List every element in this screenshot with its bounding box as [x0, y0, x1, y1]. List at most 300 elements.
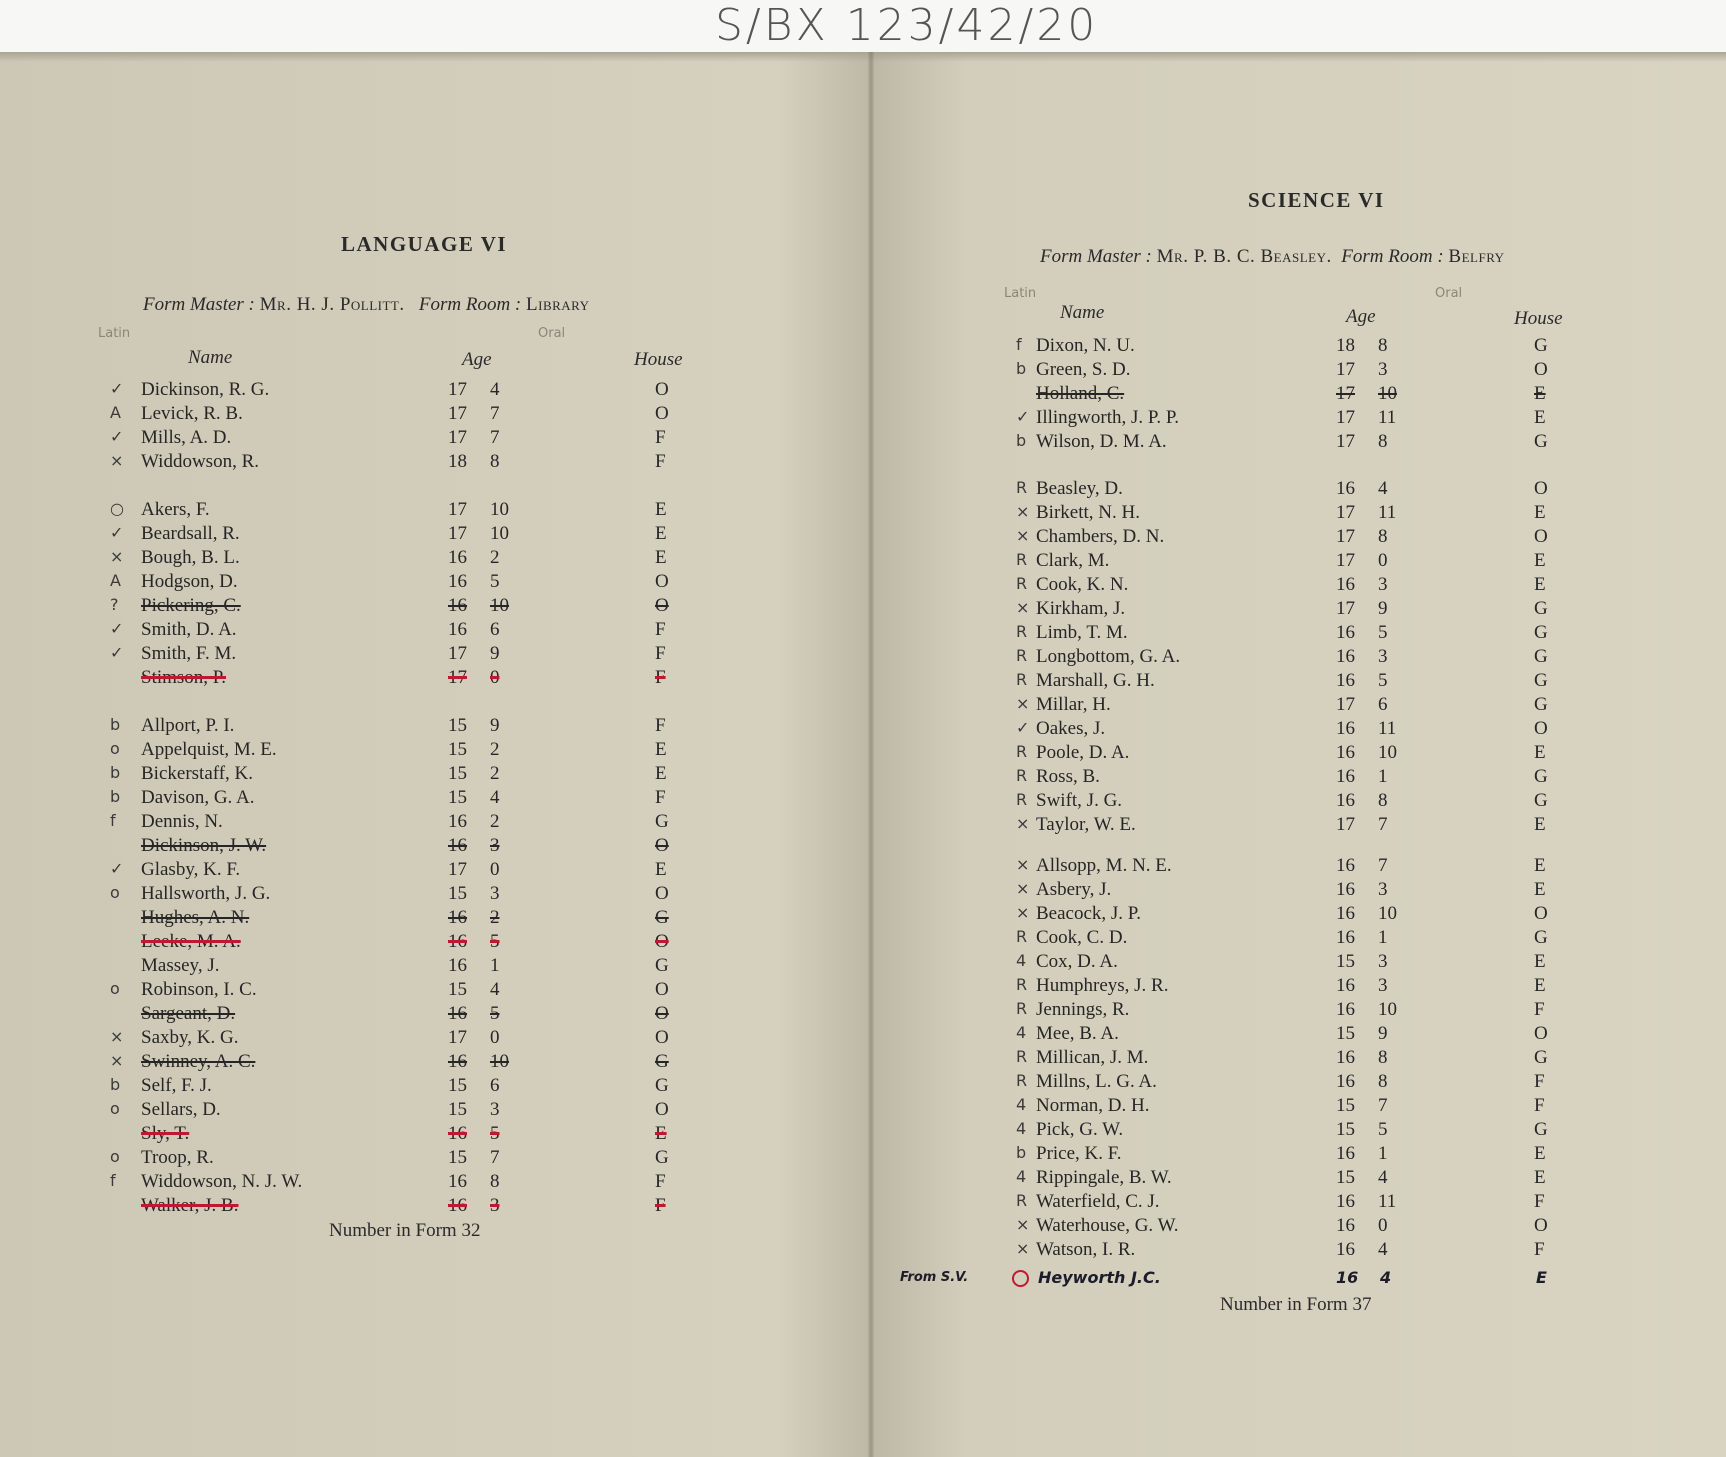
student-name: Pickering, C.	[141, 595, 241, 616]
house-letter: E	[655, 523, 667, 544]
row-mark: ✓	[1016, 407, 1030, 426]
house-letter: G	[1534, 766, 1548, 787]
age-months: 10	[1378, 383, 1397, 404]
age-years: 16	[448, 835, 467, 856]
age-years: 15	[448, 1075, 467, 1096]
table-row	[0, 526, 1726, 550]
age-months: 0	[490, 1027, 500, 1048]
age-months: 4	[1378, 1239, 1388, 1260]
age-months: 10	[1378, 903, 1397, 924]
age-months: 4	[490, 979, 500, 1000]
house-letter: E	[1534, 407, 1546, 428]
row-mark: b	[110, 763, 121, 782]
age-months: 4	[490, 379, 500, 400]
age-months: 2	[490, 547, 500, 568]
row-mark: R	[1016, 742, 1028, 761]
age-months: 3	[490, 883, 500, 904]
house-letter: F	[1534, 999, 1545, 1020]
age-years: 17	[448, 499, 467, 520]
age-months: 11	[1378, 1191, 1397, 1212]
age-years: 18	[448, 451, 467, 472]
row-mark: ×	[1016, 814, 1030, 833]
age-years: 16	[1336, 999, 1355, 1020]
column-header-age: Age	[1346, 306, 1376, 327]
added-months: 4	[1380, 1268, 1392, 1287]
age-years: 17	[1336, 407, 1355, 428]
age-years: 15	[448, 1147, 467, 1168]
age-months: 9	[490, 643, 500, 664]
age-years: 16	[448, 1051, 467, 1072]
age-months: 3	[1378, 359, 1388, 380]
age-years: 17	[1336, 359, 1355, 380]
age-months: 4	[1378, 478, 1388, 499]
student-name: Dennis, N.	[141, 811, 223, 832]
age-months: 8	[1378, 790, 1388, 811]
added-note: From S.V.	[900, 1270, 969, 1285]
table-row	[0, 1167, 1726, 1191]
house-letter: E	[655, 1123, 667, 1144]
student-name: Price, K. F.	[1036, 1143, 1122, 1164]
age-months: 2	[490, 811, 500, 832]
row-mark: 4	[1016, 1119, 1027, 1138]
row-mark: R	[1016, 550, 1028, 569]
house-letter: O	[1534, 718, 1548, 739]
age-years: 15	[448, 763, 467, 784]
age-months: 3	[1378, 646, 1388, 667]
age-years: 16	[1336, 478, 1355, 499]
table-row	[0, 1119, 1726, 1143]
student-name: Wilson, D. M. A.	[1036, 431, 1167, 452]
row-mark: ✓	[1016, 718, 1030, 737]
age-years: 17	[448, 523, 467, 544]
house-letter: O	[655, 1027, 669, 1048]
table-row	[0, 550, 1726, 574]
student-name: Mee, B. A.	[1036, 1023, 1119, 1044]
age-years: 15	[448, 1099, 467, 1120]
student-name: Birkett, N. H.	[1036, 502, 1140, 523]
house-letter: O	[655, 1099, 669, 1120]
age-years: 16	[1336, 742, 1355, 763]
age-years: 15	[448, 715, 467, 736]
age-months: 3	[490, 1099, 500, 1120]
student-name: Millar, H.	[1036, 694, 1111, 715]
house-letter: F	[655, 667, 666, 688]
student-name: Swinney, A. C.	[141, 1051, 256, 1072]
row-mark: ×	[110, 1051, 124, 1070]
added-student-row	[0, 1268, 1726, 1292]
table-row	[0, 855, 1726, 879]
student-name: Robinson, I. C.	[141, 979, 257, 1000]
form-title: LANGUAGE VI	[341, 232, 508, 256]
student-name: Watson, I. R.	[1036, 1239, 1136, 1260]
age-months: 1	[1378, 1143, 1388, 1164]
row-mark: 4	[1016, 1167, 1027, 1186]
table-row	[0, 766, 1726, 790]
age-months: 7	[1378, 814, 1388, 835]
house-letter: E	[1534, 502, 1546, 523]
age-months: 8	[490, 1171, 500, 1192]
age-years: 17	[448, 403, 467, 424]
row-mark: o	[110, 1099, 120, 1118]
row-mark: b	[1016, 431, 1027, 450]
age-years: 16	[1336, 927, 1355, 948]
row-mark: f	[110, 811, 116, 830]
house-letter: F	[655, 1171, 666, 1192]
table-row	[0, 927, 1726, 951]
house-letter: F	[1534, 1191, 1545, 1212]
student-name: Beacock, J. P.	[1036, 903, 1142, 924]
house-letter: F	[1534, 1071, 1545, 1092]
age-months: 9	[490, 715, 500, 736]
age-years: 18	[1336, 335, 1355, 356]
age-years: 17	[448, 667, 467, 688]
house-letter: E	[1534, 1143, 1546, 1164]
age-years: 17	[1336, 694, 1355, 715]
row-mark: R	[1016, 1071, 1028, 1090]
age-months: 7	[1378, 1095, 1388, 1116]
age-months: 3	[1378, 879, 1388, 900]
age-months: 10	[490, 1051, 509, 1072]
student-name: Rippingale, B. W.	[1036, 1167, 1172, 1188]
age-years: 16	[448, 811, 467, 832]
age-years: 17	[1336, 502, 1355, 523]
student-name: Swift, J. G.	[1036, 790, 1123, 811]
house-letter: E	[1534, 879, 1546, 900]
age-months: 5	[490, 571, 500, 592]
table-row	[0, 814, 1726, 838]
age-months: 0	[1378, 1215, 1388, 1236]
age-months: 7	[1378, 855, 1388, 876]
age-years: 15	[1336, 951, 1355, 972]
age-months: 4	[1378, 1167, 1388, 1188]
student-name: Beasley, D.	[1036, 478, 1123, 499]
age-months: 8	[1378, 526, 1388, 547]
added-house: E	[1536, 1268, 1547, 1287]
row-mark: ✓	[110, 619, 124, 638]
form-room-label: Form Room :	[1341, 246, 1444, 267]
table-row	[0, 1047, 1726, 1071]
student-name: Oakes, J.	[1036, 718, 1106, 739]
student-name: Limb, T. M.	[1036, 622, 1128, 643]
age-years: 17	[1336, 550, 1355, 571]
form-master-name: Mr. H. J. Pollitt.	[259, 294, 405, 315]
column-header-name: Name	[188, 347, 233, 368]
pencil-note-oral: Oral	[1435, 286, 1463, 301]
house-letter: O	[655, 1003, 669, 1024]
row-mark: f	[110, 1171, 116, 1190]
student-name: Widdowson, R.	[141, 451, 259, 472]
student-name: Davison, G. A.	[141, 787, 255, 808]
age-months: 5	[490, 1003, 500, 1024]
student-name: Cook, K. N.	[1036, 574, 1129, 595]
age-months: 3	[1378, 975, 1388, 996]
house-letter: E	[655, 859, 667, 880]
age-years: 16	[1336, 1143, 1355, 1164]
row-mark: R	[1016, 766, 1028, 785]
table-row	[0, 975, 1726, 999]
age-months: 3	[1378, 951, 1388, 972]
age-months: 10	[490, 595, 509, 616]
age-months: 10	[1378, 999, 1397, 1020]
pencil-note-oral: Oral	[538, 326, 566, 341]
age-months: 0	[1378, 550, 1388, 571]
age-years: 15	[448, 787, 467, 808]
student-name: Saxby, K. G.	[141, 1027, 239, 1048]
student-name: Waterfield, C. J.	[1036, 1191, 1160, 1212]
age-years: 16	[1336, 903, 1355, 924]
row-mark: 4	[1016, 951, 1027, 970]
student-name: Asbery, J.	[1036, 879, 1112, 900]
house-letter: O	[655, 979, 669, 1000]
age-years: 16	[1336, 1215, 1355, 1236]
age-years: 15	[448, 883, 467, 904]
student-name: Ross, B.	[1036, 766, 1100, 787]
row-mark: R	[1016, 622, 1028, 641]
student-name: Clark, M.	[1036, 550, 1110, 571]
column-header-house: House	[634, 349, 683, 370]
age-years: 16	[448, 955, 467, 976]
student-name: Bough, B. L.	[141, 547, 240, 568]
column-header-age: Age	[462, 349, 492, 370]
house-letter: G	[1534, 790, 1548, 811]
house-letter: O	[655, 883, 669, 904]
house-letter: G	[1534, 927, 1548, 948]
house-letter: F	[655, 451, 666, 472]
house-letter: F	[655, 787, 666, 808]
row-mark: ×	[1016, 502, 1030, 521]
table-row	[0, 790, 1726, 814]
house-letter: E	[655, 763, 667, 784]
table-row	[0, 574, 1726, 598]
table-row	[0, 742, 1726, 766]
student-name: Walker, J. B.	[141, 1195, 239, 1216]
house-letter: F	[655, 427, 666, 448]
house-letter: E	[1534, 951, 1546, 972]
table-row	[0, 502, 1726, 526]
student-name: Millns, L. G. A.	[1036, 1071, 1157, 1092]
table-row	[0, 879, 1726, 903]
house-letter: F	[655, 1195, 666, 1216]
row-mark: ×	[1016, 526, 1030, 545]
student-name: Dixon, N. U.	[1036, 335, 1135, 356]
number-in-form: Number in Form 32	[329, 1220, 481, 1241]
age-years: 15	[1336, 1119, 1355, 1140]
row-mark: ×	[1016, 855, 1030, 874]
row-mark: ✓	[110, 427, 124, 446]
age-years: 16	[1336, 670, 1355, 691]
student-name: Longbottom, G. A.	[1036, 646, 1181, 667]
student-name: Waterhouse, G. W.	[1036, 1215, 1179, 1236]
student-name: Hodgson, D.	[141, 571, 238, 592]
house-letter: G	[1534, 431, 1548, 452]
student-name: Taylor, W. E.	[1036, 814, 1136, 835]
house-letter: O	[1534, 903, 1548, 924]
house-letter: G	[1534, 335, 1548, 356]
student-name: Smith, F. M.	[141, 643, 237, 664]
house-letter: G	[1534, 1047, 1548, 1068]
student-name: Hallsworth, J. G.	[141, 883, 271, 904]
age-years: 17	[1336, 814, 1355, 835]
age-years: 16	[1336, 1239, 1355, 1260]
row-mark: ○	[110, 499, 124, 518]
table-row	[0, 478, 1726, 502]
house-letter: O	[655, 379, 669, 400]
house-letter: O	[1534, 526, 1548, 547]
age-months: 8	[1378, 431, 1388, 452]
house-letter: E	[1534, 742, 1546, 763]
table-row	[0, 1215, 1726, 1239]
number-in-form: Number in Form 37	[1220, 1294, 1372, 1315]
table-row	[0, 903, 1726, 927]
archive-reference: S/BX 123/42/20	[715, 0, 1099, 51]
age-months: 8	[1378, 1071, 1388, 1092]
added-years: 16	[1336, 1268, 1359, 1287]
house-letter: E	[655, 739, 667, 760]
house-letter: O	[655, 931, 669, 952]
row-mark: b	[110, 1075, 121, 1094]
row-mark: R	[1016, 790, 1028, 809]
table-row	[0, 694, 1726, 718]
age-months: 5	[490, 931, 500, 952]
age-months: 4	[490, 787, 500, 808]
student-name: Norman, D. H.	[1036, 1095, 1150, 1116]
age-months: 3	[490, 1195, 500, 1216]
table-row	[0, 718, 1726, 742]
student-name: Allsopp, M. N. E.	[1036, 855, 1172, 876]
row-mark: ✓	[110, 379, 124, 398]
student-name: Mills, A. D.	[141, 427, 232, 448]
row-mark: 4	[1016, 1095, 1027, 1114]
table-row	[0, 1095, 1726, 1119]
age-months: 1	[1378, 766, 1388, 787]
table-row	[0, 646, 1726, 670]
row-mark: A	[110, 571, 121, 590]
age-years: 15	[1336, 1095, 1355, 1116]
student-name: Sellars, D.	[141, 1099, 221, 1120]
row-mark: R	[1016, 999, 1028, 1018]
house-letter: E	[655, 499, 667, 520]
column-header-house: House	[1514, 308, 1563, 329]
form-room-label: Form Room :	[418, 294, 522, 315]
age-years: 17	[1336, 383, 1355, 404]
house-letter: E	[1534, 1167, 1546, 1188]
row-mark: o	[110, 979, 120, 998]
age-years: 17	[448, 643, 467, 664]
table-row	[0, 359, 1726, 383]
row-mark: ×	[1016, 1215, 1030, 1234]
student-name: Hughes, A. N.	[141, 907, 250, 928]
age-years: 16	[448, 1195, 467, 1216]
added-name: Heyworth J.C.	[1038, 1268, 1161, 1287]
house-letter: F	[655, 643, 666, 664]
student-name: Poole, D. A.	[1036, 742, 1130, 763]
age-months: 3	[1378, 574, 1388, 595]
form-master-line	[1040, 246, 1505, 268]
age-months: 11	[1378, 718, 1397, 739]
row-mark: 4	[1016, 1023, 1027, 1042]
table-row	[0, 670, 1726, 694]
pencil-note-latin: Latin	[98, 326, 131, 341]
row-mark: b	[1016, 359, 1027, 378]
row-mark: o	[110, 1147, 120, 1166]
age-months: 7	[490, 1147, 500, 1168]
house-letter: G	[655, 907, 669, 928]
age-years: 16	[1336, 622, 1355, 643]
age-years: 16	[1336, 855, 1355, 876]
age-months: 0	[490, 667, 500, 688]
age-months: 8	[1378, 335, 1388, 356]
table-row	[0, 1191, 1726, 1215]
house-letter: G	[655, 955, 669, 976]
student-name: Jennings, R.	[1036, 999, 1130, 1020]
house-letter: O	[1534, 478, 1548, 499]
student-name: Cox, D. A.	[1036, 951, 1118, 972]
house-letter: O	[655, 403, 669, 424]
form-master-label: Form Master :	[143, 294, 255, 315]
age-months: 10	[1378, 742, 1397, 763]
age-years: 15	[1336, 1023, 1355, 1044]
row-mark: ×	[110, 451, 124, 470]
table-row	[0, 431, 1726, 455]
student-name: Dickinson, R. G.	[141, 379, 270, 400]
age-months: 10	[490, 499, 509, 520]
house-letter: E	[1534, 383, 1546, 404]
age-months: 6	[490, 1075, 500, 1096]
age-months: 5	[1378, 1119, 1388, 1140]
age-months: 5	[1378, 622, 1388, 643]
row-mark: ✓	[110, 859, 124, 878]
age-years: 17	[1336, 431, 1355, 452]
age-months: 8	[1378, 1047, 1388, 1068]
student-name: Levick, R. B.	[141, 403, 243, 424]
form-master-name: Mr. P. B. C. Beasley.	[1156, 246, 1332, 267]
student-name: Green, S. D.	[1036, 359, 1131, 380]
table-row	[0, 1143, 1726, 1167]
house-letter: O	[655, 571, 669, 592]
age-months: 9	[1378, 1023, 1388, 1044]
row-mark: ×	[1016, 903, 1030, 922]
house-letter: G	[655, 1075, 669, 1096]
house-letter: E	[1534, 975, 1546, 996]
age-years: 16	[1336, 1047, 1355, 1068]
age-years: 15	[448, 739, 467, 760]
row-mark: o	[110, 739, 120, 758]
paper-top-edge	[0, 52, 1726, 62]
row-mark: b	[1016, 1143, 1027, 1162]
form-master-label: Form Master :	[1040, 246, 1152, 267]
age-years: 16	[1336, 646, 1355, 667]
row-mark: o	[110, 883, 120, 902]
row-mark: ✓	[110, 643, 124, 662]
student-name: Widdowson, N. J. W.	[141, 1171, 303, 1192]
row-mark: ×	[110, 1027, 124, 1046]
age-months: 7	[490, 427, 500, 448]
row-mark: ×	[1016, 879, 1030, 898]
age-months: 10	[490, 523, 509, 544]
age-months: 7	[490, 403, 500, 424]
student-name: Allport, P. I.	[141, 715, 235, 736]
age-years: 15	[448, 979, 467, 1000]
age-years: 17	[448, 1027, 467, 1048]
pencil-note-latin: Latin	[1004, 286, 1037, 301]
student-name: Marshall, G. H.	[1036, 670, 1155, 691]
age-months: 2	[490, 763, 500, 784]
row-mark: b	[110, 787, 121, 806]
age-years: 17	[448, 379, 467, 400]
house-letter: O	[655, 835, 669, 856]
house-letter: F	[1534, 1239, 1545, 1260]
age-months: 5	[490, 1123, 500, 1144]
